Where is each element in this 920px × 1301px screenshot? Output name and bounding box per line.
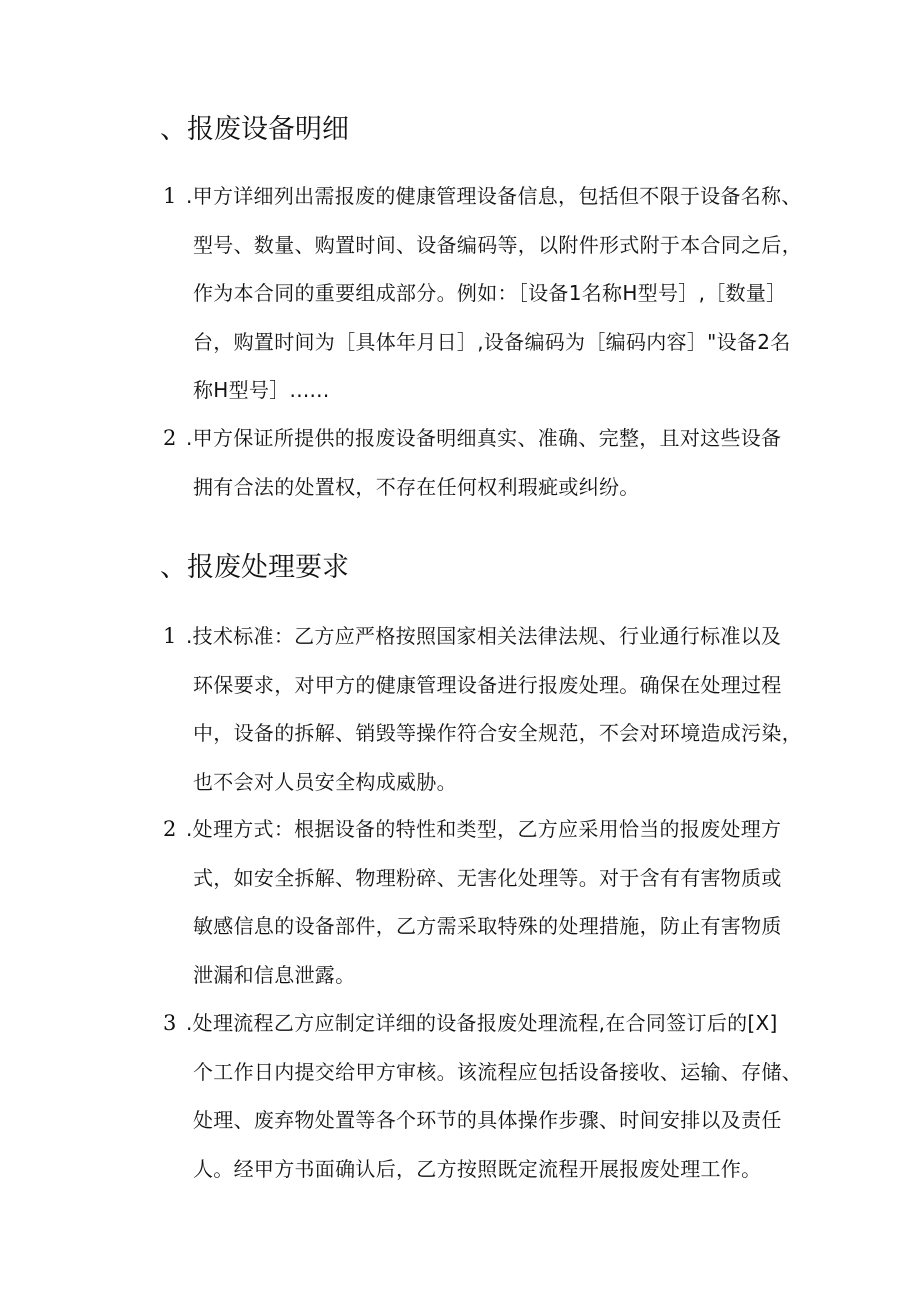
text-line: 拥有合法的处置权，不存在任何权利瑕疵或纠纷。: [193, 474, 640, 499]
text-line: 个工作日内提交给甲方审核。该流程应包括设备接收、运输、存储、: [193, 1059, 802, 1084]
text-line: .处理流程乙方应制定详细的设备报废处理流程,在合同签订后的[X]: [186, 1011, 778, 1035]
text-line: 也不会对人员安全构成威胁。: [193, 769, 457, 794]
text-line: .处理方式：根据设备的特性和类型，乙方应采用恰当的报废处理方: [186, 817, 782, 841]
text-line: .技术标准：乙方应严格按照国家相关法律法规、行业通行标准以及: [186, 624, 782, 648]
section-heading-equipment-list: 、报废设备明细: [160, 114, 349, 145]
text-line: 中，设备的拆解、销毁等操作符合安全规范，不会对环境造成污染，: [193, 721, 802, 745]
text-line: 称H型号］......: [193, 378, 330, 402]
item-text: [186, 612, 806, 806]
item-number: 3: [163, 1011, 177, 1035]
text-line: 敏感信息的设备部件，乙方需采取特殊的处理措施，防止有害物质: [193, 914, 782, 938]
item-text: [186, 999, 806, 1193]
item-number: 2: [163, 426, 177, 450]
text-line: 人。经甲方书面确认后，乙方按照既定流程开展报废处理工作。: [193, 1156, 762, 1181]
item-number: 2: [163, 817, 177, 841]
text-line: 作为本合同的重要组成部分。例如：［设备1名称H型号］,［数量］: [193, 281, 787, 305]
item-text: [186, 805, 806, 999]
item-text: [186, 414, 806, 511]
text-line: 式，如安全拆解、物理粉碎、无害化处理等。对于含有有害物质或: [193, 865, 782, 890]
item-number: 1: [163, 184, 177, 208]
text-line: .甲方详细列出需报废的健康管理设备信息，包括但不限于设备名称、: [186, 184, 802, 208]
text-line: .甲方保证所提供的报废设备明细真实、准确、完整，且对这些设备: [186, 426, 782, 450]
text-line: 处理、废弃物处置等各个环节的具体操作步骤、时间安排以及责任: [193, 1108, 782, 1132]
text-line: 环保要求，对甲方的健康管理设备进行报废处理。确保在处理过程: [193, 672, 782, 697]
item-text: [186, 172, 806, 415]
text-line: 型号、数量、购置时间、设备编码等，以附件形式附于本合同之后，: [193, 232, 802, 257]
item-number: 1: [163, 624, 177, 648]
section-heading-disposal-requirements: 、报废处理要求: [160, 552, 349, 583]
text-line: 台，购置时间为［具体年月日］,设备编码为［编码内容］"设备2名: [193, 329, 791, 354]
text-line: 泄漏和信息泄露。: [193, 962, 356, 987]
